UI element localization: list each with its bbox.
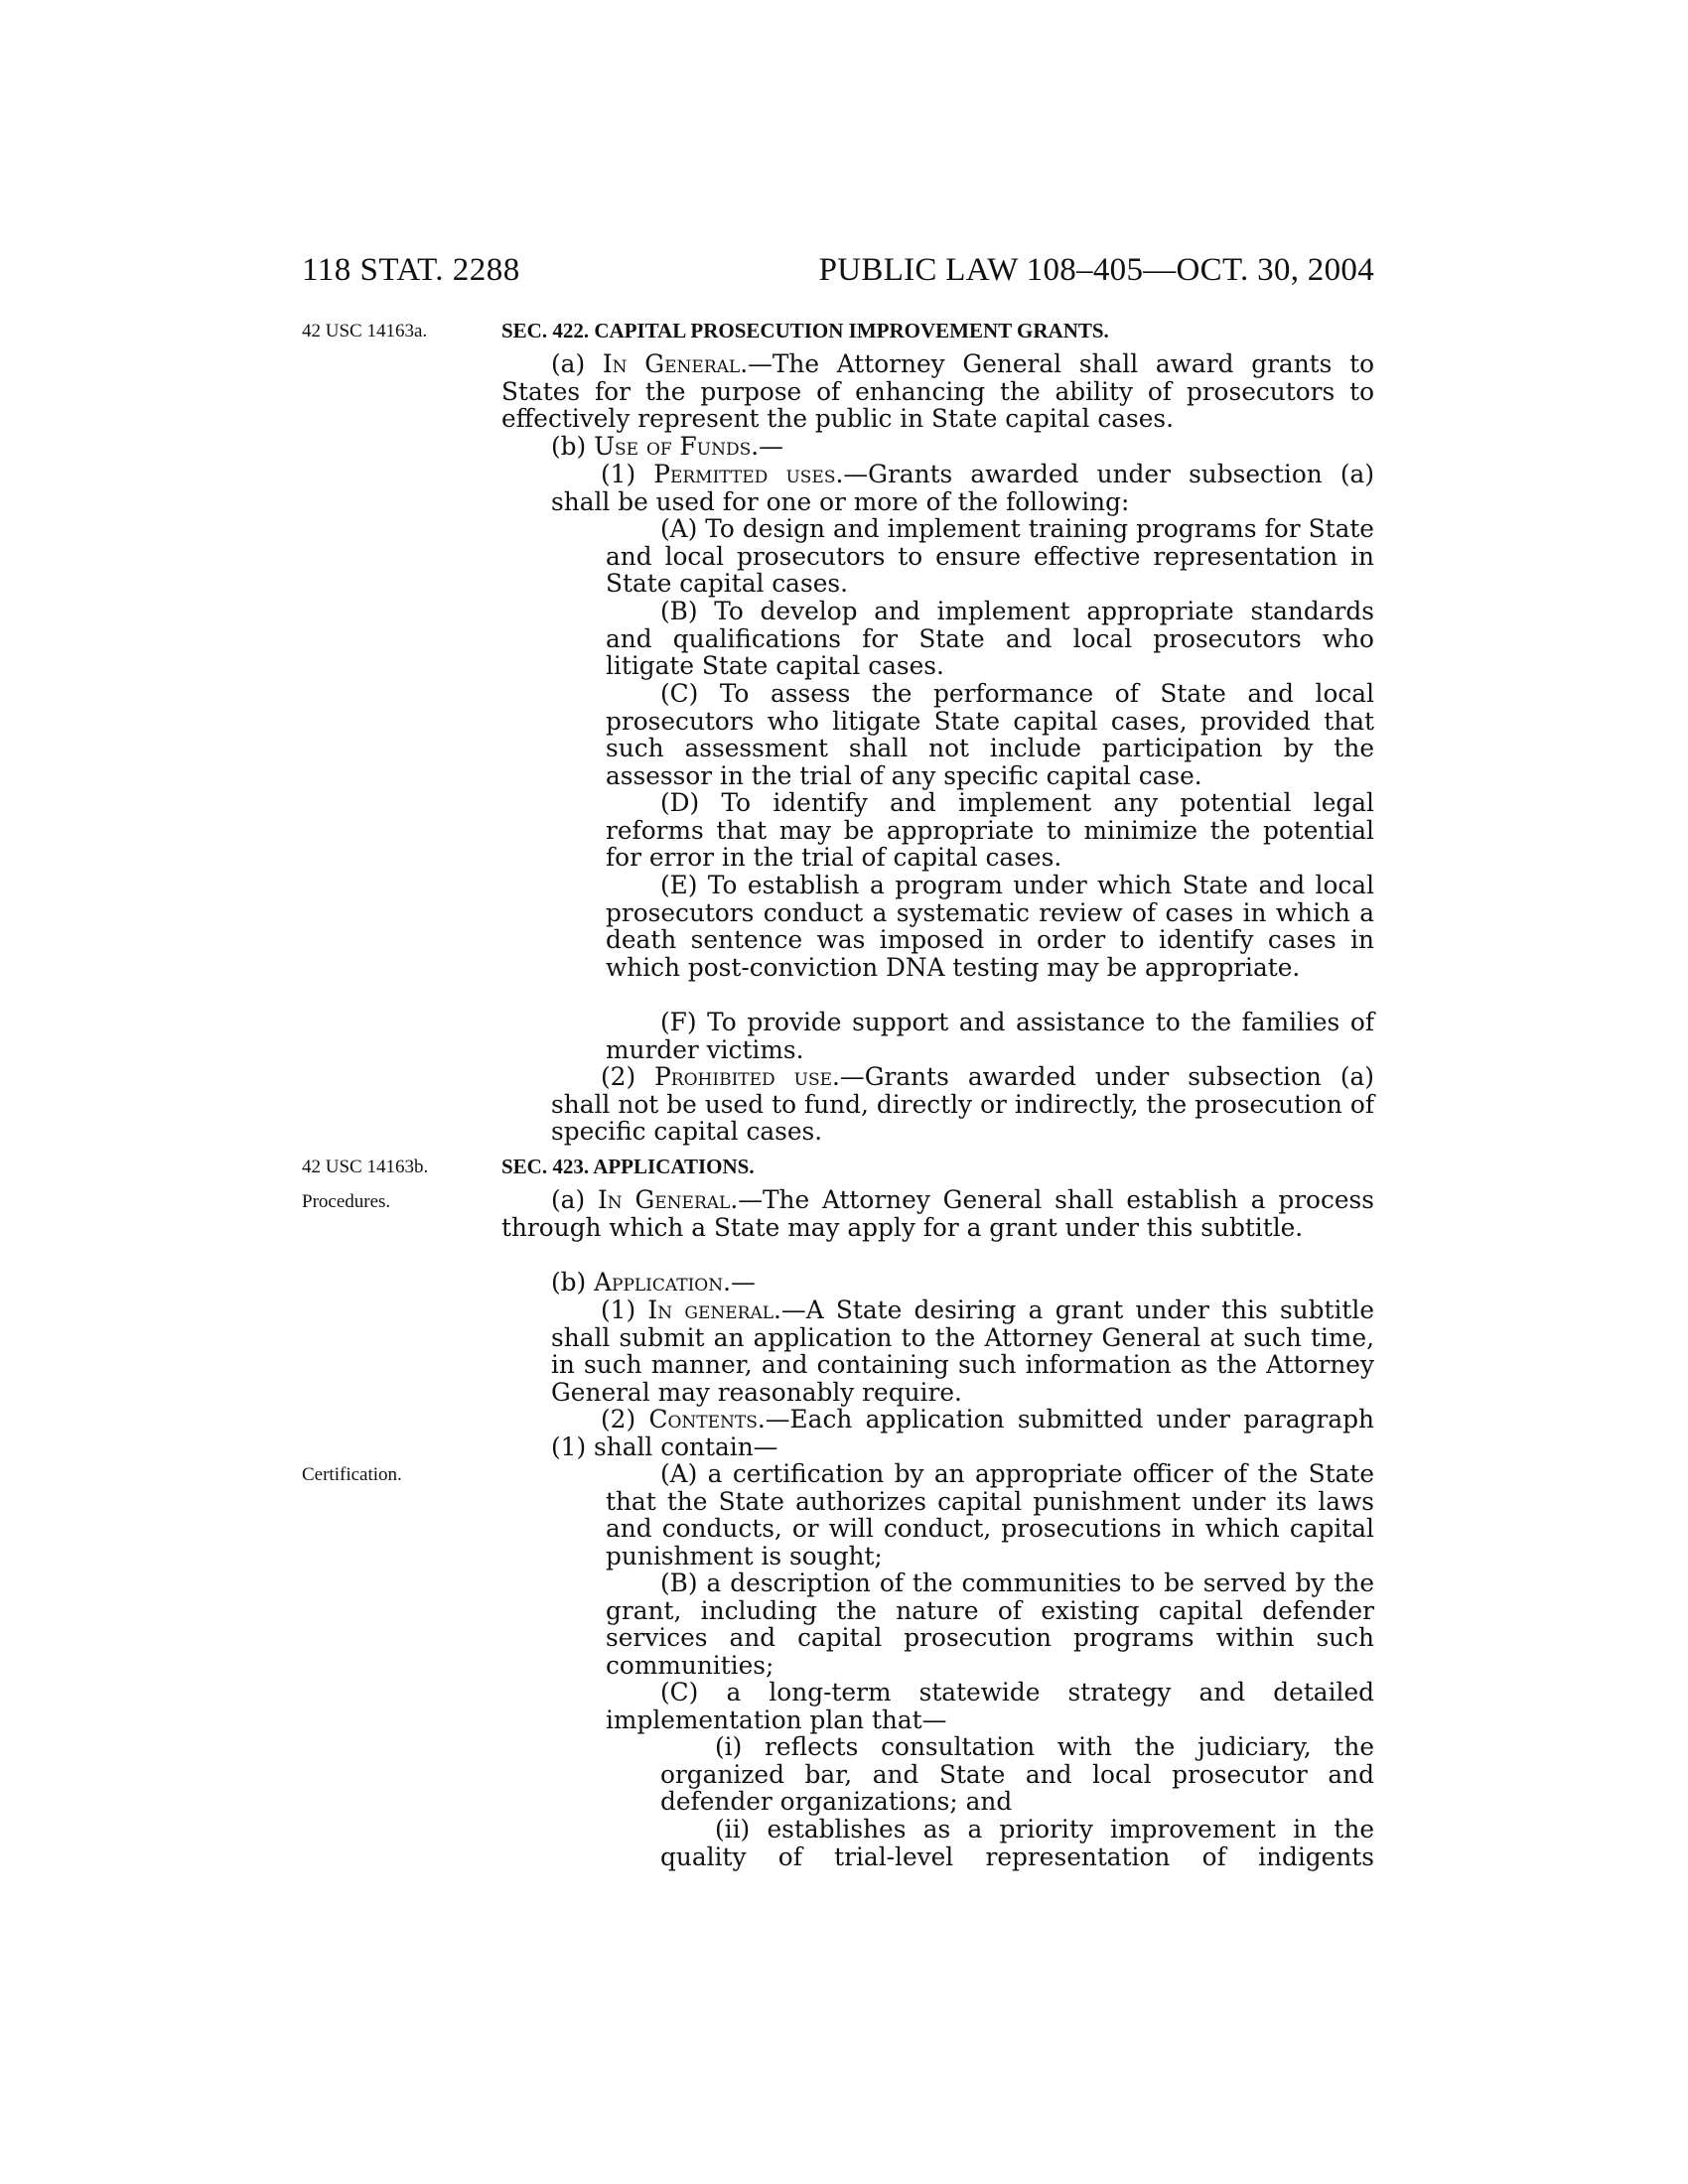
sec423-b-text: .— bbox=[723, 1268, 756, 1297]
sec422-paragraph-b2 bbox=[551, 1063, 1374, 1146]
sec423-b-label: (b) bbox=[551, 1268, 595, 1297]
sec423-subsection-b bbox=[551, 1269, 1374, 1297]
sec423-clause-b2C: (C) a long-term statewide strategy and detailed implementation plan that— bbox=[606, 1678, 1374, 1734]
sec423-subclause-b2Cii: (ii) establishes as a priority improvement in the quality of trial-level representation of indigents bbox=[660, 1815, 1374, 1871]
sec423-b-caption: Application bbox=[594, 1268, 724, 1297]
sec423-b2-text: .—Each application submitted under paragraph (1) shall contain— bbox=[551, 1405, 1374, 1461]
sec422-b2-text: .—Grants awarded under subsection (a) shall not be used to fund, directly or indirectly, the prosecution of specific capital cases. bbox=[551, 1062, 1374, 1146]
sec423-b1-label: (1) bbox=[601, 1296, 648, 1324]
sec423-a-caption: In General bbox=[597, 1185, 731, 1214]
public-law-citation: PUBLIC LAW 108–405—OCT. 30, 2004 bbox=[818, 252, 1374, 288]
sec423-clause-b2B: (B) a description of the communities to be served by the grant, including the nature of existing capital defender services and capital prosecution programs within such communities; bbox=[606, 1569, 1374, 1680]
sec422-paragraph-b1 bbox=[551, 461, 1374, 515]
sec423-b2-label: (2) bbox=[601, 1405, 649, 1433]
sec422-a-label: (a) bbox=[551, 349, 603, 378]
sec423-clause-b2A: (A) a certification by an appropriate officer of the State that the State authorizes capital punishment under its laws and conducts, or will conduct, prosecutions in which capital punishment is sought; bbox=[606, 1459, 1374, 1570]
sec422-clause-b1D: (D) To identify and implement any potential legal reforms that may be appropriate to minimize the potential for error in the trial of capital cases. bbox=[606, 788, 1374, 872]
section-423-heading: SEC. 423. APPLICATIONS. bbox=[501, 1155, 755, 1178]
page-header bbox=[302, 250, 1374, 290]
sec422-b1-caption: Permitted uses bbox=[653, 460, 836, 488]
sec423-a-text: .—The Attorney General shall establish a process through which a State may apply for a grant under this subtitle. bbox=[501, 1185, 1374, 1242]
sec422-clause-b1C: (C) To assess the performance of State and local prosecutors who litigate State capital cases, provided that such assessment shall not include participation by the assessor in the trial of any specific capital case. bbox=[606, 679, 1374, 790]
sec422-b1-text: .—Grants awarded under subsection (a) shall be used for one or more of the following: bbox=[551, 460, 1374, 516]
section-422-heading: SEC. 422. CAPITAL PROSECUTION IMPROVEMENT GRANTS. bbox=[501, 319, 1109, 342]
sec422-b-label: (b) bbox=[551, 432, 595, 461]
statute-page-number: 118 STAT. 2288 bbox=[302, 252, 520, 288]
margin-note-procedures: Procedures. bbox=[302, 1191, 391, 1212]
sec423-paragraph-b1 bbox=[551, 1297, 1374, 1406]
sec422-subsection-a bbox=[501, 350, 1374, 433]
sec422-clause-b1A: (A) To design and implement training programs for State and local prosecutors to ensure effective representation in State capital cases. bbox=[606, 514, 1374, 598]
sec422-b2-label: (2) bbox=[601, 1062, 655, 1091]
sec422-clause-b1F: (F) To provide support and assistance to the families of murder victims. bbox=[606, 1008, 1374, 1064]
sec423-a-label: (a) bbox=[551, 1185, 598, 1214]
sec422-a-caption: In General bbox=[602, 349, 741, 378]
sec422-b2-caption: Prohibited use bbox=[654, 1062, 833, 1091]
sec422-clause-b1E: (E) To establish a program under which State and local prosecutors conduct a systematic review of cases in which a death sentence was imposed in order to identify cases in which post-conviction DNA testing may be appropriate. bbox=[606, 871, 1374, 982]
sec422-clause-b1B: (B) To develop and implement appropriate standards and qualifications for State and local prosecutors who litigate State capital cases. bbox=[606, 597, 1374, 680]
margin-note-usc-14163b: 42 USC 14163b. bbox=[302, 1157, 429, 1177]
margin-note-usc-14163a: 42 USC 14163a. bbox=[302, 321, 428, 341]
sec423-subclause-b2Ci: (i) reflects consultation with the judiciary, the organized bar, and State and local prosecutor and defender organizations; and bbox=[660, 1732, 1374, 1816]
sec422-subsection-b bbox=[551, 433, 1374, 461]
sec423-subsection-a bbox=[501, 1186, 1374, 1241]
margin-note-certification: Certification. bbox=[302, 1464, 402, 1485]
sec423-b1-caption: In general bbox=[647, 1296, 774, 1324]
sec423-b2-caption: Contents bbox=[648, 1405, 758, 1433]
sec422-b-caption: Use of Funds bbox=[594, 432, 752, 461]
sec422-b-text: .— bbox=[751, 432, 783, 461]
sec423-paragraph-b2 bbox=[551, 1406, 1374, 1460]
sec422-b1-label: (1) bbox=[601, 460, 654, 488]
sec423-b1-text: .—A State desiring a grant under this subtitle shall submit an application to the Attorney General at such time, in such manner, and containing such information as the Attorney General may reasonably require. bbox=[551, 1296, 1374, 1407]
sec422-a-text: .—The Attorney General shall award grants to States for the purpose of enhancing the ability of prosecutors to effectively represent the public in State capital cases. bbox=[501, 349, 1375, 433]
